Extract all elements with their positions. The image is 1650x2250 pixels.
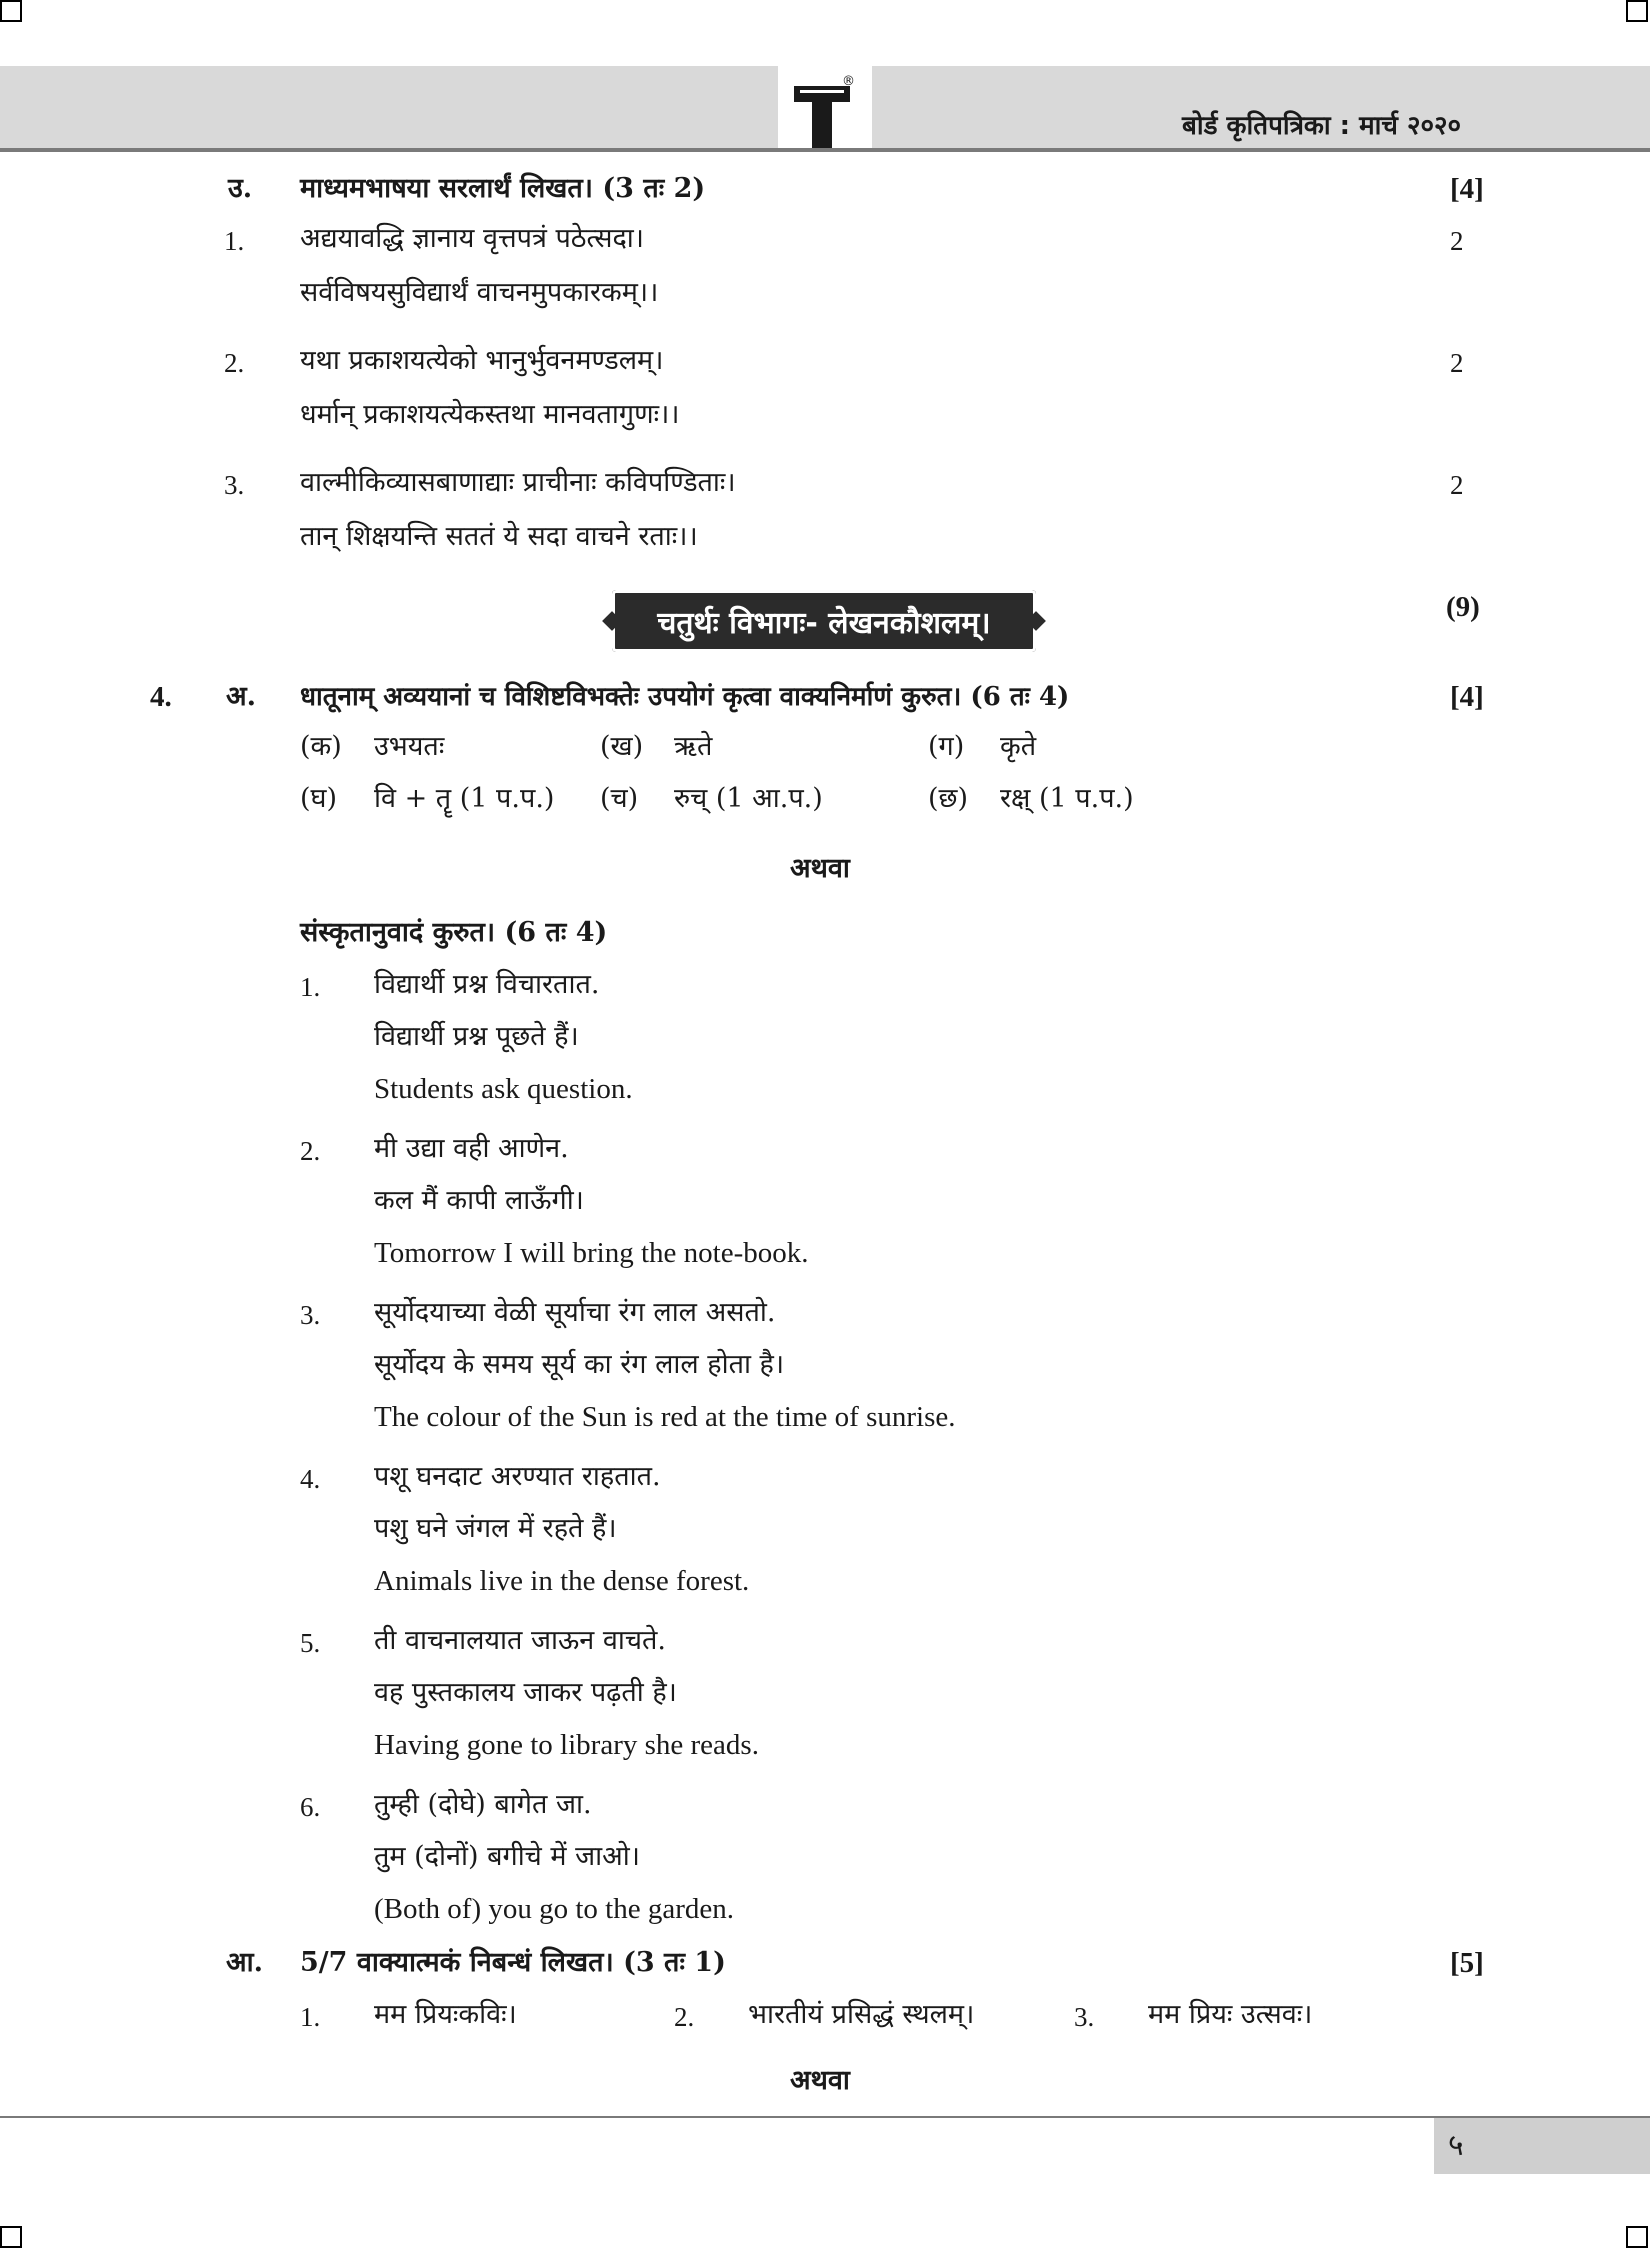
translate-item-number: 6. <box>300 1792 321 1822</box>
essay-topic: मम प्रियः उत्सवः। <box>1148 1999 1313 2030</box>
crop-mark-bottom-right <box>1626 2226 1648 2248</box>
translate-item-number: 4. <box>300 1464 321 1494</box>
translate-english: Tomorrow I will bring the note-book. <box>374 1237 809 1269</box>
option-key: (ख) <box>600 731 644 762</box>
translate-item-number: 1. <box>300 972 321 1002</box>
q4-number: 4. <box>150 681 172 713</box>
q3u-label: उ. <box>228 173 253 204</box>
t-logo-icon <box>790 80 860 150</box>
translate-english: Animals live in the dense forest. <box>374 1565 750 1597</box>
q3u-item-line1: वाल्मीकिव्यासबाणाद्याः प्राचीनाः कविपण्डिताः। <box>300 467 736 498</box>
registered-mark: ® <box>842 74 855 89</box>
page-number-box <box>1434 2118 1650 2174</box>
publisher-logo <box>790 74 860 150</box>
q3u-item-marks: 2 <box>1450 226 1464 256</box>
q4a-label: अ. <box>226 681 257 712</box>
option-text: कृते <box>1000 731 1037 762</box>
section-marks: (9) <box>1446 591 1480 623</box>
option-key: (क) <box>300 731 342 762</box>
q4aa-heading: 5/7 वाक्यात्मकं निबन्धं लिखत। (3 तः 1) <box>300 1947 726 1978</box>
translate-hindi: सूर्योदय के समय सूर्य का रंग लाल होता है। <box>374 1349 785 1380</box>
q3u-item-line2: धर्मान् प्रकाशयत्येकस्तथा मानवतागुणः।। <box>300 399 680 430</box>
translate-english: (Both of) you go to the garden. <box>374 1893 735 1925</box>
q3u-item-number: 1. <box>224 226 245 256</box>
q3u-marks: [4] <box>1450 173 1484 205</box>
section-banner-text: चतुर्थः विभागः- लेखनकौशलम्। <box>657 605 991 641</box>
option-text: रक्ष् (1 प.प.) <box>1000 783 1134 814</box>
essay-topic-number: 2. <box>674 2002 695 2032</box>
athava-divider: अथवा <box>790 853 850 884</box>
q3u-item-line2: सर्वविषयसुविद्यार्थं वाचनमुपकारकम्।। <box>300 277 659 308</box>
translate-english: The colour of the Sun is red at the time of sunrise. <box>374 1401 956 1433</box>
translate-item-number: 2. <box>300 1136 321 1166</box>
q4aa-label: आ. <box>226 1947 263 1978</box>
option-key: (छ) <box>928 783 968 814</box>
q3u-item-number: 3. <box>224 470 245 500</box>
translate-heading: संस्कृतानुवादं कुरुत। (6 तः 4) <box>300 917 608 948</box>
page-number: ५ <box>1448 2128 1464 2163</box>
q3u-item-number: 2. <box>224 348 245 378</box>
crop-mark-top-left <box>0 0 22 22</box>
translate-item-number: 3. <box>300 1300 321 1330</box>
athava-divider: अथवा <box>790 2065 850 2096</box>
translate-hindi: वह पुस्तकालय जाकर पढ़ती है। <box>374 1677 677 1708</box>
option-text: उभयतः <box>374 731 445 762</box>
translate-english: Students ask question. <box>374 1073 633 1105</box>
q3u-item-line1: अद्ययावद्धि ज्ञानाय वृत्तपत्रं पठेत्सदा। <box>300 223 645 254</box>
translate-marathi: ती वाचनालयात जाऊन वाचते. <box>374 1625 666 1656</box>
q3u-item-line2: तान् शिक्षयन्ति सततं ये सदा वाचने रताः।। <box>300 521 698 552</box>
essay-topic: भारतीयं प्रसिद्धं स्थलम्। <box>748 1999 975 2030</box>
section-banner <box>612 590 1036 652</box>
translate-hindi: तुम (दोनों) बगीचे में जाओ। <box>374 1841 641 1872</box>
translate-hindi: पशु घने जंगल में रहते हैं। <box>374 1513 617 1544</box>
option-text: रुच् (1 आ.प.) <box>674 783 823 814</box>
q3u-heading: माध्यमभाषया सरलार्थं लिखत। (3 तः 2) <box>300 173 706 204</box>
translate-english: Having gone to library she reads. <box>374 1729 759 1761</box>
translate-marathi: पशू घनदाट अरण्यात राहतात. <box>374 1461 661 1492</box>
translate-marathi: मी उद्या वही आणेन. <box>374 1133 569 1164</box>
translate-hindi: कल मैं कापी लाऊँगी। <box>374 1185 584 1216</box>
option-key: (च) <box>600 783 639 814</box>
q4a-marks: [4] <box>1450 681 1484 713</box>
option-text: ऋते <box>674 731 713 762</box>
crop-mark-top-right <box>1626 0 1648 22</box>
q3u-item-marks: 2 <box>1450 470 1464 500</box>
translate-marathi: तुम्ही (दोघे) बागेत जा. <box>374 1789 592 1820</box>
translate-item-number: 5. <box>300 1628 321 1658</box>
translate-hindi: विद्यार्थी प्रश्न पूछते हैं। <box>374 1021 579 1052</box>
q3u-item-marks: 2 <box>1450 348 1464 378</box>
q3u-item-line1: यथा प्रकाशयत्येको भानुर्भुवनमण्डलम्। <box>300 345 664 376</box>
essay-topic-number: 1. <box>300 2002 321 2032</box>
q4a-heading: धातूनाम् अव्ययानां च विशिष्टविभक्तेः उपयोगं कृत्वा वाक्यनिर्माणं कुरुत। (6 तः 4) <box>300 682 1070 712</box>
essay-topic: मम प्रियःकविः। <box>374 1999 517 2030</box>
header-band-left <box>0 66 778 148</box>
essay-topic-number: 3. <box>1074 2002 1095 2032</box>
option-key: (ग) <box>928 731 965 762</box>
translate-marathi: विद्यार्थी प्रश्न विचारतात. <box>374 969 600 1000</box>
header-title: बोर्ड कृतिपत्रिका : मार्च २०२० <box>1182 111 1462 141</box>
q4aa-marks: [5] <box>1450 1947 1484 1979</box>
option-key: (घ) <box>300 783 338 814</box>
footer-rule <box>0 2116 1650 2118</box>
option-text: वि + तॄ (1 प.प.) <box>374 783 555 814</box>
crop-mark-bottom-left <box>0 2226 22 2248</box>
translate-marathi: सूर्योदयाच्या वेळी सूर्याचा रंग लाल असतो. <box>374 1297 776 1328</box>
